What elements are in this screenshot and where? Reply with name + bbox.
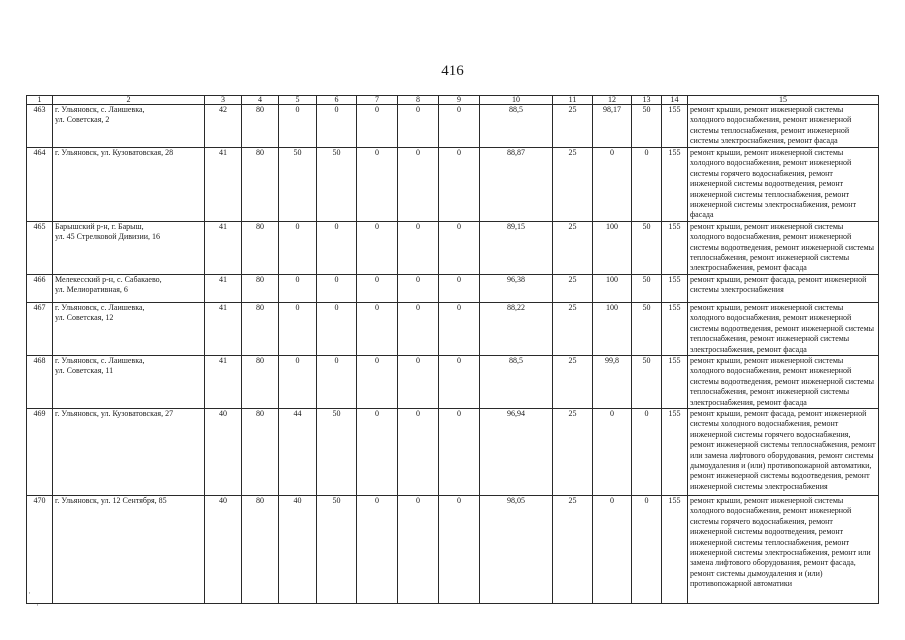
value-cell: 50 xyxy=(632,274,662,302)
column-header: 15 xyxy=(688,96,879,105)
table-row xyxy=(27,355,879,408)
value-cell: 0 xyxy=(439,355,480,408)
value-cell: 96,94 xyxy=(480,408,553,495)
value-cell: 41 xyxy=(205,302,242,355)
works-list-cell: ремонт крыши, ремонт инженерной системы холодного водоснабжения, ремонт инженерной системы теплоснабжения, ремонт инженерной системы электроснабжения, ремонт фасада xyxy=(688,105,879,148)
value-cell: 100 xyxy=(593,302,632,355)
value-cell: 0 xyxy=(279,105,317,148)
works-list-cell: ремонт крыши, ремонт фасада, ремонт инженерной системы холодного водоснабжения, ремонт инженерной системы горячего водоснабжения, ремонт инженерной системы теплоснабжения, ремонт или замена лифтового оборудования, ремонт системы дымоудаления и (или) противопожарной автоматики, ремонт инженерной системы водоотведения, ремонт инженерной системы электроснабжения xyxy=(688,408,879,495)
value-cell: 50 xyxy=(279,148,317,222)
value-cell: 98,05 xyxy=(480,495,553,603)
value-cell: 0 xyxy=(439,302,480,355)
value-cell: 40 xyxy=(279,495,317,603)
value-cell: 88,5 xyxy=(480,105,553,148)
value-cell: 99,8 xyxy=(593,355,632,408)
value-cell: 155 xyxy=(662,274,688,302)
value-cell: 50 xyxy=(317,148,357,222)
table-row xyxy=(27,408,879,495)
address-cell: г. Ульяновск, с. Лаишевка, ул. Советская, 12 xyxy=(53,302,205,355)
scan-mark: · xyxy=(28,588,31,598)
value-cell: 25 xyxy=(553,302,593,355)
value-cell: 155 xyxy=(662,495,688,603)
value-cell: 0 xyxy=(398,274,439,302)
page-number: 416 xyxy=(441,63,464,79)
works-list-cell: ремонт крыши, ремонт инженерной системы холодного водоснабжения, ремонт инженерной системы водоотведения, ремонт инженерной системы теплоснабжения, ремонт инженерной системы электроснабжения, ремонт фасада xyxy=(688,221,879,274)
column-header: 5 xyxy=(279,96,317,105)
value-cell: 41 xyxy=(205,274,242,302)
column-header: 1 xyxy=(27,96,53,105)
value-cell: 0 xyxy=(439,148,480,222)
value-cell: 0 xyxy=(398,221,439,274)
value-cell: 89,15 xyxy=(480,221,553,274)
value-cell: 50 xyxy=(317,408,357,495)
value-cell: 80 xyxy=(242,274,279,302)
value-cell: 0 xyxy=(632,495,662,603)
works-list-cell: ремонт крыши, ремонт инженерной системы холодного водоснабжения, ремонт инженерной системы водоотведения, ремонт инженерной системы теплоснабжения, ремонт инженерной системы электроснабжения, ремонт фасада xyxy=(688,302,879,355)
value-cell: 155 xyxy=(662,221,688,274)
value-cell: 0 xyxy=(398,355,439,408)
value-cell: 80 xyxy=(242,105,279,148)
row-number-cell: 464 xyxy=(27,148,53,222)
value-cell: 0 xyxy=(279,221,317,274)
value-cell: 25 xyxy=(553,105,593,148)
value-cell: 155 xyxy=(662,302,688,355)
value-cell: 80 xyxy=(242,495,279,603)
value-cell: 0 xyxy=(632,148,662,222)
row-number-cell: 467 xyxy=(27,302,53,355)
address-cell: г. Ульяновск, ул. 12 Сентября, 85 xyxy=(53,495,205,603)
value-cell: 100 xyxy=(593,274,632,302)
table-body xyxy=(27,105,879,604)
value-cell: 0 xyxy=(439,221,480,274)
value-cell: 0 xyxy=(357,302,398,355)
address-cell: г. Ульяновск, ул. Кузоватовская, 27 xyxy=(53,408,205,495)
column-header: 8 xyxy=(398,96,439,105)
value-cell: 155 xyxy=(662,355,688,408)
column-header: 14 xyxy=(662,96,688,105)
row-number-cell: 465 xyxy=(27,221,53,274)
row-number-cell: 463 xyxy=(27,105,53,148)
column-header: 11 xyxy=(553,96,593,105)
table-row xyxy=(27,495,879,603)
value-cell: 0 xyxy=(439,495,480,603)
value-cell: 0 xyxy=(439,408,480,495)
value-cell: 0 xyxy=(398,495,439,603)
address-cell: Мелекесский р-н, с. Сабакаево, ул. Мелиоративная, 6 xyxy=(53,274,205,302)
value-cell: 0 xyxy=(398,105,439,148)
address-cell: Барышский р-н, г. Барыш, ул. 45 Стрелковой Дивизии, 16 xyxy=(53,221,205,274)
value-cell: 100 xyxy=(593,221,632,274)
value-cell: 0 xyxy=(398,148,439,222)
value-cell: 88,87 xyxy=(480,148,553,222)
value-cell: 0 xyxy=(317,221,357,274)
column-header: 7 xyxy=(357,96,398,105)
value-cell: 96,38 xyxy=(480,274,553,302)
value-cell: 25 xyxy=(553,495,593,603)
value-cell: 41 xyxy=(205,355,242,408)
value-cell: 0 xyxy=(398,302,439,355)
value-cell: 0 xyxy=(317,105,357,148)
column-header: 10 xyxy=(480,96,553,105)
value-cell: 50 xyxy=(317,495,357,603)
value-cell: 0 xyxy=(317,302,357,355)
works-list-cell: ремонт крыши, ремонт инженерной системы холодного водоснабжения, ремонт инженерной системы горячего водоснабжения, ремонт инженерной системы водоотведения, ремонт инженерной системы теплоснабжения, ремонт инженерной системы электроснабжения, ремонт или замена лифтового оборудования, ремонт фасада, ремонт системы дымоудаления и (или) противопожарной автоматики xyxy=(688,495,879,603)
value-cell: 50 xyxy=(632,355,662,408)
value-cell: 0 xyxy=(398,408,439,495)
row-number-cell: 470 xyxy=(27,495,53,603)
row-number-cell: 469 xyxy=(27,408,53,495)
value-cell: 88,5 xyxy=(480,355,553,408)
value-cell: 0 xyxy=(439,274,480,302)
value-cell: 80 xyxy=(242,221,279,274)
works-list-cell: ремонт крыши, ремонт инженерной системы холодного водоснабжения, ремонт инженерной системы горячего водоснабжения, ремонт инженерной системы водоотведения, ремонт инженерной системы теплоснабжения, ремонт инженерной системы электроснабжения, ремонт фасада xyxy=(688,148,879,222)
table-row xyxy=(27,274,879,302)
table-row xyxy=(27,221,879,274)
value-cell: 0 xyxy=(279,274,317,302)
value-cell: 155 xyxy=(662,148,688,222)
value-cell: 0 xyxy=(632,408,662,495)
works-list-cell: ремонт крыши, ремонт инженерной системы холодного водоснабжения, ремонт инженерной системы водоотведения, ремонт инженерной системы теплоснабжения, ремонт инженерной системы электроснабжения, ремонт фасада xyxy=(688,355,879,408)
value-cell: 25 xyxy=(553,355,593,408)
value-cell: 0 xyxy=(317,355,357,408)
address-cell: г. Ульяновск, с. Лаишевка, ул. Советская, 2 xyxy=(53,105,205,148)
value-cell: 0 xyxy=(357,355,398,408)
row-number-cell: 468 xyxy=(27,355,53,408)
value-cell: 80 xyxy=(242,355,279,408)
column-number-row xyxy=(27,96,879,105)
value-cell: 0 xyxy=(593,148,632,222)
column-header: 2 xyxy=(53,96,205,105)
value-cell: 0 xyxy=(593,408,632,495)
value-cell: 40 xyxy=(205,495,242,603)
value-cell: 0 xyxy=(357,221,398,274)
value-cell: 40 xyxy=(205,408,242,495)
column-header: 4 xyxy=(242,96,279,105)
value-cell: 80 xyxy=(242,302,279,355)
value-cell: 0 xyxy=(357,495,398,603)
row-number-cell: 466 xyxy=(27,274,53,302)
table-row xyxy=(27,105,879,148)
value-cell: 98,17 xyxy=(593,105,632,148)
scan-mark: · xyxy=(36,600,39,610)
value-cell: 88,22 xyxy=(480,302,553,355)
column-header: 9 xyxy=(439,96,480,105)
value-cell: 0 xyxy=(279,355,317,408)
value-cell: 50 xyxy=(632,221,662,274)
value-cell: 80 xyxy=(242,408,279,495)
value-cell: 50 xyxy=(632,105,662,148)
value-cell: 0 xyxy=(357,105,398,148)
value-cell: 0 xyxy=(357,148,398,222)
value-cell: 41 xyxy=(205,221,242,274)
value-cell: 42 xyxy=(205,105,242,148)
value-cell: 155 xyxy=(662,408,688,495)
value-cell: 0 xyxy=(439,105,480,148)
value-cell: 0 xyxy=(279,302,317,355)
column-header: 13 xyxy=(632,96,662,105)
value-cell: 0 xyxy=(357,408,398,495)
value-cell: 80 xyxy=(242,148,279,222)
value-cell: 0 xyxy=(593,495,632,603)
value-cell: 25 xyxy=(553,274,593,302)
value-cell: 0 xyxy=(357,274,398,302)
value-cell: 44 xyxy=(279,408,317,495)
value-cell: 155 xyxy=(662,105,688,148)
capital-repair-table xyxy=(26,95,879,604)
value-cell: 25 xyxy=(553,221,593,274)
column-header: 3 xyxy=(205,96,242,105)
table-row xyxy=(27,148,879,222)
works-list-cell: ремонт крыши, ремонт фасада, ремонт инженерной системы электроснабжения xyxy=(688,274,879,302)
value-cell: 50 xyxy=(632,302,662,355)
value-cell: 0 xyxy=(317,274,357,302)
address-cell: г. Ульяновск, ул. Кузоватовская, 28 xyxy=(53,148,205,222)
value-cell: 25 xyxy=(553,408,593,495)
value-cell: 25 xyxy=(553,148,593,222)
value-cell: 41 xyxy=(205,148,242,222)
column-header: 12 xyxy=(593,96,632,105)
column-header: 6 xyxy=(317,96,357,105)
address-cell: г. Ульяновск, с. Лаишевка, ул. Советская, 11 xyxy=(53,355,205,408)
table-row xyxy=(27,302,879,355)
